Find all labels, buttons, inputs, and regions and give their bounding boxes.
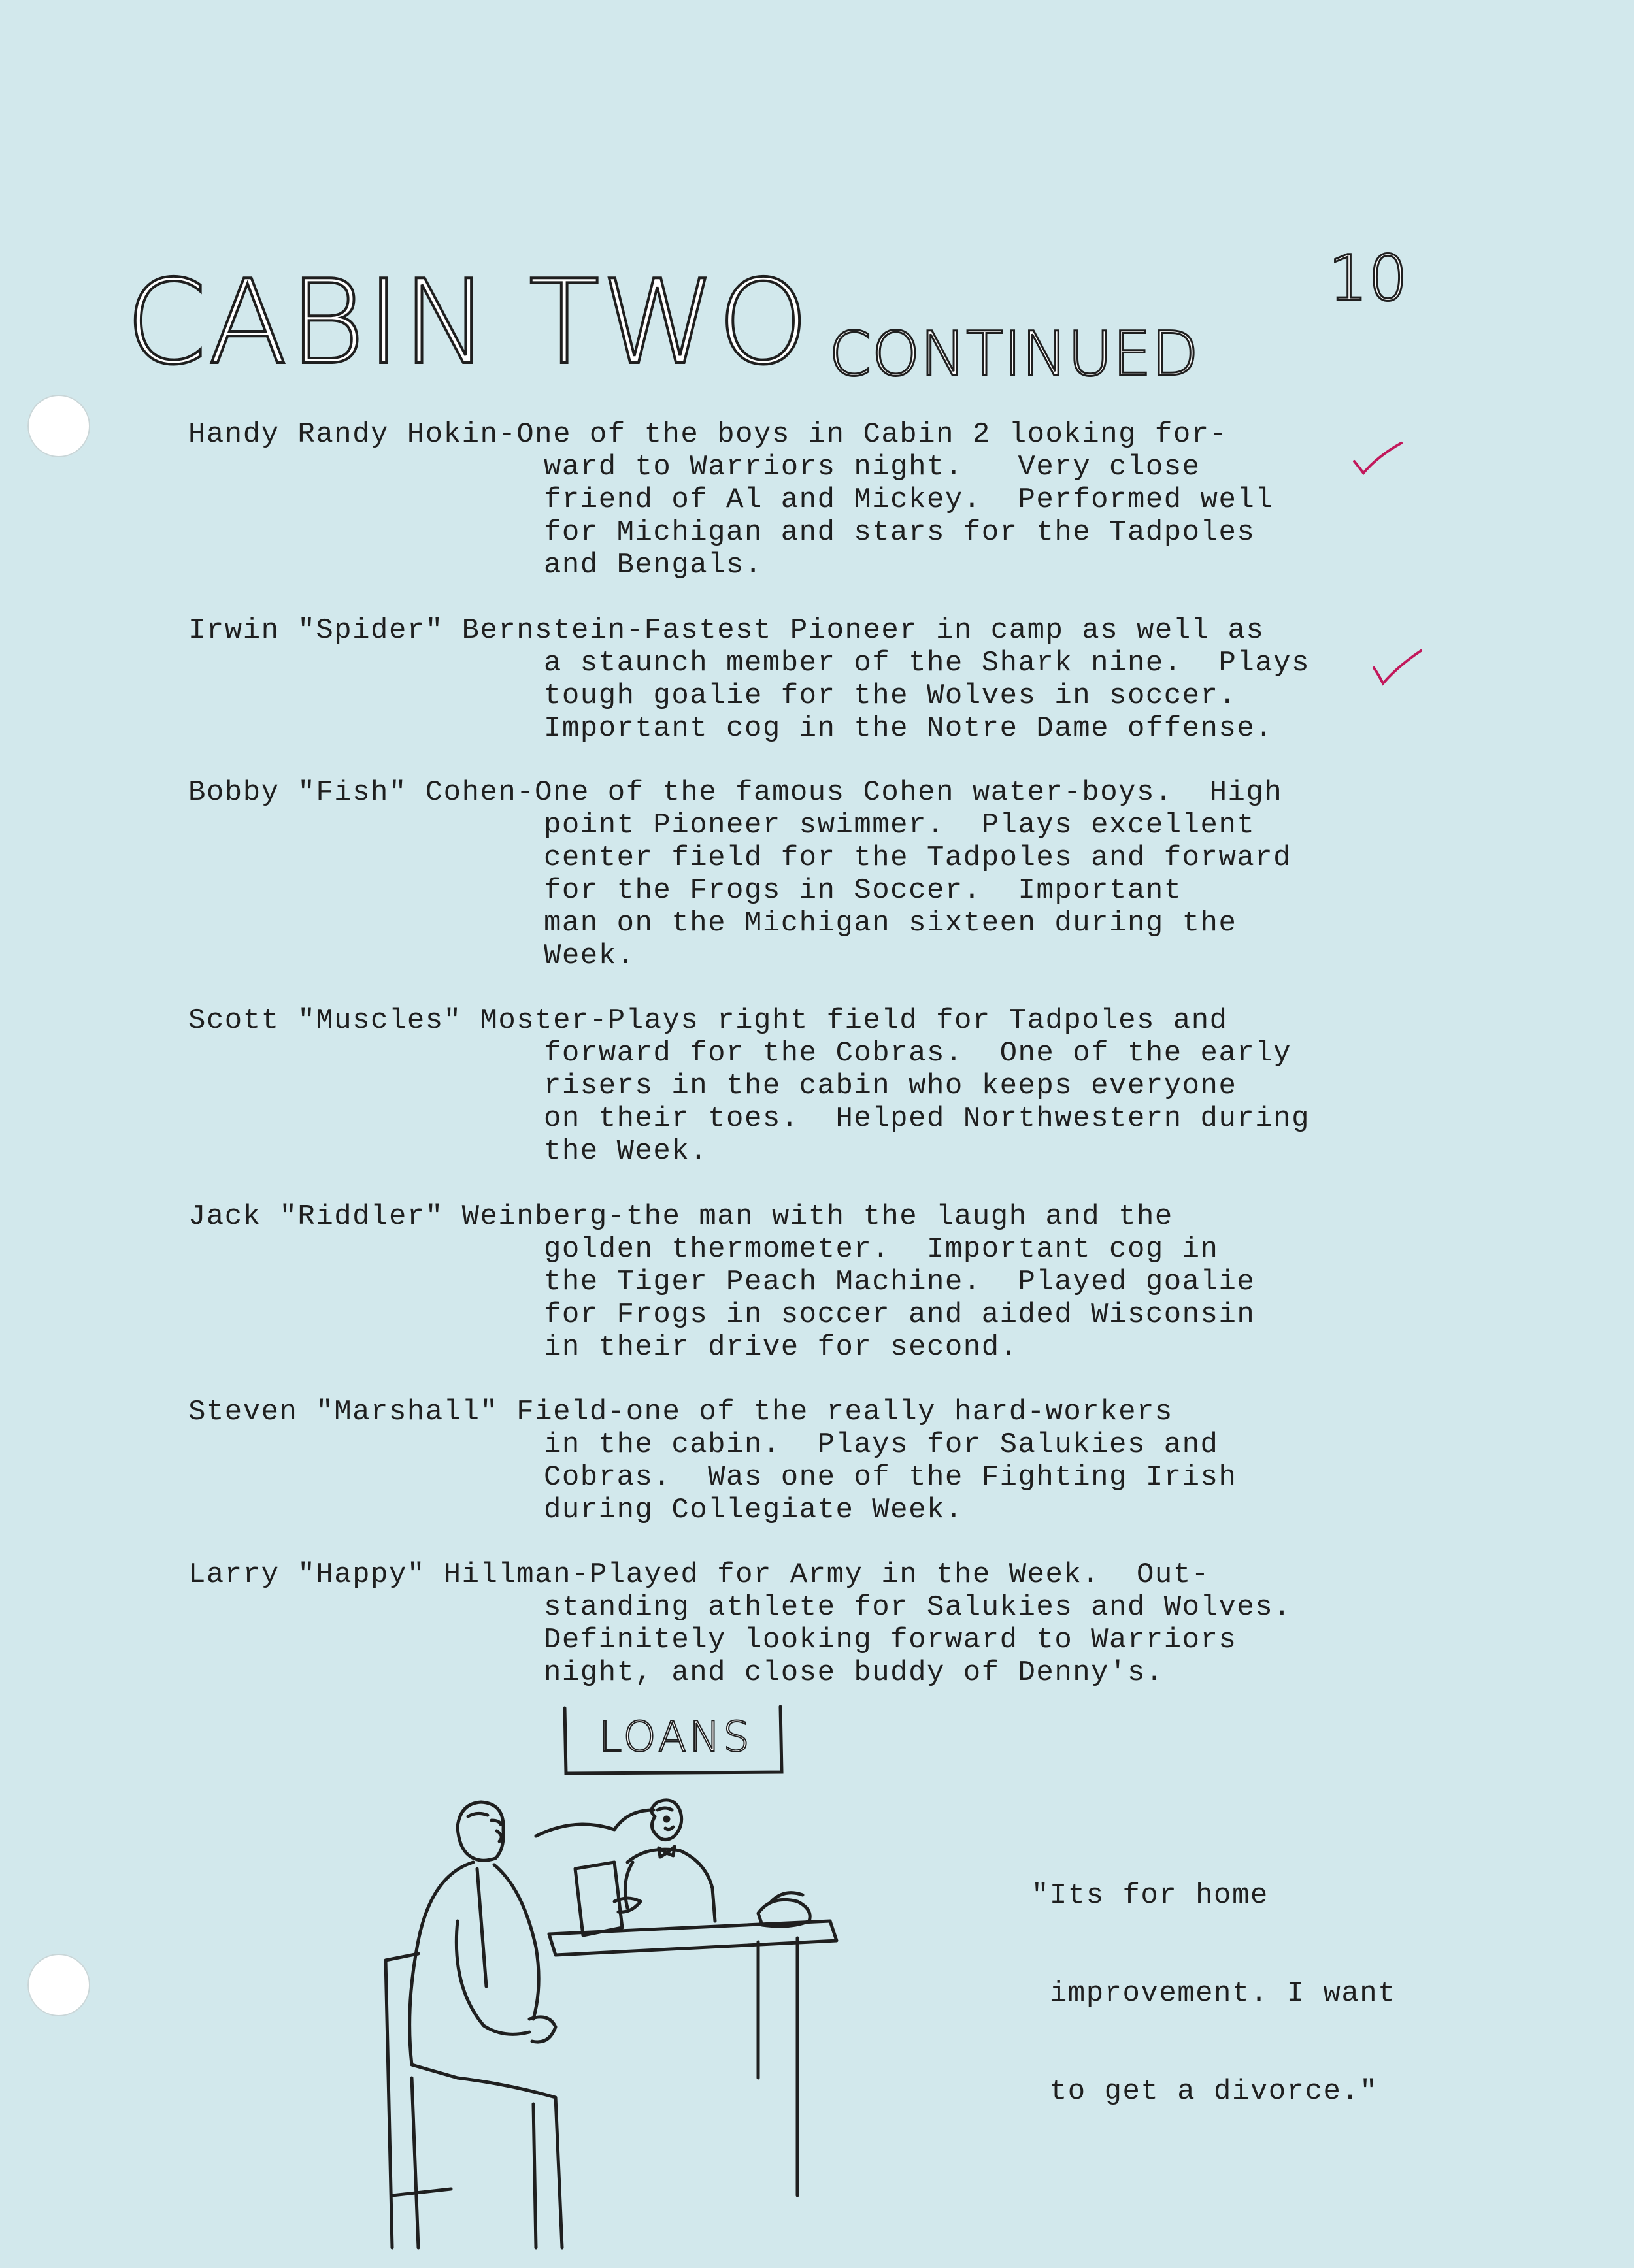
checkmark-icon bbox=[1352, 439, 1404, 478]
entry-first-line: Larry "Happy" Hillman-Played for Army in the Week. Out- bbox=[188, 1558, 1210, 1591]
entry-scott-moster bbox=[188, 1004, 1417, 1168]
entry-line: tough goalie for the Wolves in soccer. bbox=[544, 680, 1237, 712]
entry-randy-hokin bbox=[188, 418, 1417, 582]
entry-line: Important cog in the Notre Dame offense. bbox=[544, 712, 1274, 745]
entry-larry-hillman bbox=[188, 1558, 1417, 1689]
page-number: 10 bbox=[1328, 242, 1409, 315]
entry-line: ward to Warriors night. Very close bbox=[544, 451, 1201, 484]
cartoon-caption bbox=[1031, 1814, 1396, 2141]
entry-line: friend of Al and Mickey. Performed well bbox=[544, 484, 1274, 516]
entry-line: for the Frogs in Soccer. Important bbox=[544, 874, 1182, 907]
entry-line: center field for the Tadpoles and forward bbox=[544, 842, 1292, 874]
entry-first-line: Scott "Muscles" Moster-Plays right field for Tadpoles and bbox=[188, 1004, 1228, 1037]
entry-line: the Week. bbox=[544, 1135, 709, 1168]
entry-line: Definitely looking forward to Warriors bbox=[544, 1624, 1237, 1656]
entry-line: man on the Michigan sixteen during the bbox=[544, 907, 1237, 940]
entry-line: Cobras. Was one of the Fighting Irish bbox=[544, 1461, 1237, 1494]
entry-steven-field bbox=[188, 1396, 1417, 1526]
binder-hole-top bbox=[27, 395, 90, 457]
entry-line: on their toes. Helped Northwestern during bbox=[544, 1102, 1310, 1135]
binder-hole-bottom bbox=[27, 1954, 90, 2016]
caption-line: "Its for home bbox=[1031, 1879, 1269, 1912]
caption-line: improvement. I want bbox=[1031, 1977, 1397, 2010]
entry-line: for Frogs in soccer and aided Wisconsin bbox=[544, 1298, 1256, 1331]
entry-line: night, and close buddy of Denny's. bbox=[544, 1656, 1164, 1689]
entry-first-line: Irwin "Spider" Bernstein-Fastest Pioneer in camp as well as bbox=[188, 614, 1265, 647]
entry-line: risers in the cabin who keeps everyone bbox=[544, 1070, 1237, 1102]
loans-sign: LOANS bbox=[599, 1713, 752, 1762]
entry-first-line: Jack "Riddler" Weinberg-the man with the laugh and the bbox=[188, 1200, 1173, 1233]
entry-first-line: Steven "Marshall" Field-one of the really hard-workers bbox=[188, 1396, 1173, 1428]
page-subtitle: CONTINUED bbox=[829, 319, 1199, 390]
entry-line: forward for the Cobras. One of the early bbox=[544, 1037, 1292, 1070]
checkmark-icon bbox=[1371, 648, 1424, 687]
entry-line: standing athlete for Salukies and Wolves. bbox=[544, 1591, 1292, 1624]
caption-line: to get a divorce." bbox=[1031, 2075, 1378, 2108]
entry-line: Week. bbox=[544, 940, 635, 972]
entry-line: in their drive for second. bbox=[544, 1331, 1018, 1364]
entry-line: during Collegiate Week. bbox=[544, 1494, 963, 1526]
entry-line: for Michigan and stars for the Tadpoles bbox=[544, 516, 1256, 549]
entry-bobby-cohen bbox=[188, 776, 1417, 972]
entry-first-line: Handy Randy Hokin-One of the boys in Cabin 2 looking for- bbox=[188, 418, 1228, 451]
entry-line: a staunch member of the Shark nine. Plays bbox=[544, 647, 1310, 680]
page-title: CABIN TWO bbox=[125, 255, 810, 390]
entry-line: point Pioneer swimmer. Plays excellent bbox=[544, 809, 1256, 842]
entry-line: and Bengals. bbox=[544, 549, 763, 582]
loan-office-cartoon bbox=[340, 1790, 928, 2261]
entry-first-line: Bobby "Fish" Cohen-One of the famous Cohen water-boys. High bbox=[188, 776, 1283, 809]
entry-irwin-bernstein bbox=[188, 614, 1417, 745]
entry-line: the Tiger Peach Machine. Played goalie bbox=[544, 1266, 1256, 1298]
entry-line: golden thermometer. Important cog in bbox=[544, 1233, 1219, 1266]
entry-jack-weinberg bbox=[188, 1200, 1417, 1364]
entry-line: in the cabin. Plays for Salukies and bbox=[544, 1428, 1219, 1461]
